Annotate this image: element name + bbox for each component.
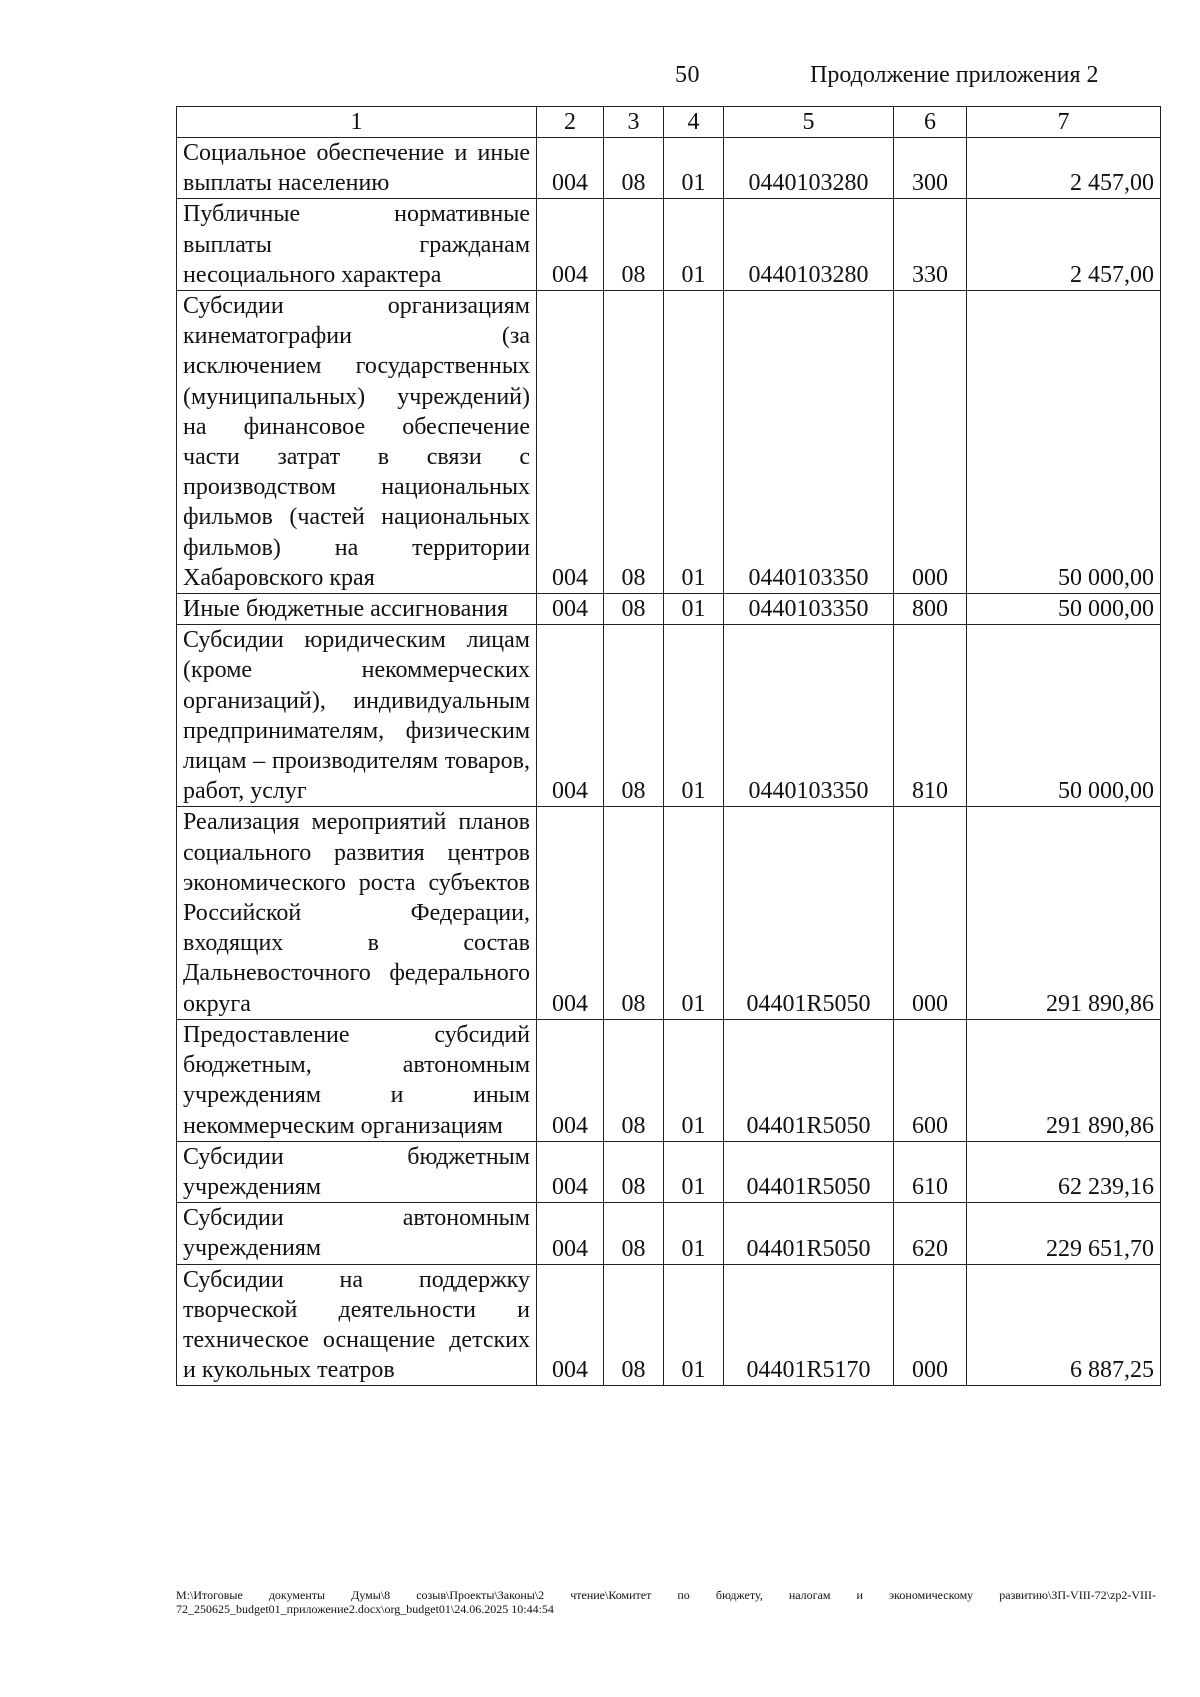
subsection-code: 01 xyxy=(664,1141,724,1202)
expense-type-code: 000 xyxy=(894,1264,967,1386)
section-code: 08 xyxy=(604,199,664,291)
page-number: 50 xyxy=(675,62,700,88)
grbs-code: 004 xyxy=(537,1203,604,1264)
grbs-code: 004 xyxy=(537,625,604,807)
amount: 50 000,00 xyxy=(967,291,1161,594)
section-code: 08 xyxy=(604,1141,664,1202)
row-name: Субсидии организациям кинематографии (за исключением государственных (муниципальных) учреждений) на финансовое обеспечение части затрат в связи с производством национальных фильмов (частей национальных фильмов) на территории Хабаровского края xyxy=(177,291,537,594)
target-article-code: 04401R5050 xyxy=(724,1203,894,1264)
grbs-code: 004 xyxy=(537,1019,604,1141)
subsection-code: 01 xyxy=(664,291,724,594)
row-name: Иные бюджетные ассигнования xyxy=(177,594,537,625)
column-header: 4 xyxy=(664,107,724,138)
expense-type-code: 600 xyxy=(894,1019,967,1141)
subsection-code: 01 xyxy=(664,199,724,291)
column-header: 2 xyxy=(537,107,604,138)
target-article-code: 04401R5050 xyxy=(724,1019,894,1141)
amount: 229 651,70 xyxy=(967,1203,1161,1264)
section-code: 08 xyxy=(604,1203,664,1264)
target-article-code: 04401R5050 xyxy=(724,1141,894,1202)
row-name: Социальное обеспечение и иные выплаты населению xyxy=(177,138,537,199)
row-name: Субсидии автономным учреждениям xyxy=(177,1203,537,1264)
table-row xyxy=(177,1019,1161,1141)
table-row xyxy=(177,1203,1161,1264)
section-code: 08 xyxy=(604,807,664,1019)
grbs-code: 004 xyxy=(537,807,604,1019)
section-code: 08 xyxy=(604,1264,664,1386)
section-code: 08 xyxy=(604,138,664,199)
target-article-code: 0440103350 xyxy=(724,291,894,594)
row-name: Предоставление субсидий бюджетным, автономным учреждениям и иным некоммерческим организациям xyxy=(177,1019,537,1141)
amount: 291 890,86 xyxy=(967,1019,1161,1141)
grbs-code: 004 xyxy=(537,1264,604,1386)
target-article-code: 0440103280 xyxy=(724,199,894,291)
section-code: 08 xyxy=(604,1019,664,1141)
expense-type-code: 000 xyxy=(894,807,967,1019)
expense-type-code: 300 xyxy=(894,138,967,199)
subsection-code: 01 xyxy=(664,1203,724,1264)
section-code: 08 xyxy=(604,594,664,625)
budget-table xyxy=(176,106,1161,1386)
amount: 50 000,00 xyxy=(967,594,1161,625)
row-name: Субсидии юридическим лицам (кроме некоммерческих организаций), индивидуальным предпринимателям, физическим лицам – производителям товаров, работ, услуг xyxy=(177,625,537,807)
expense-type-code: 000 xyxy=(894,291,967,594)
amount: 50 000,00 xyxy=(967,625,1161,807)
target-article-code: 0440103350 xyxy=(724,625,894,807)
section-code: 08 xyxy=(604,625,664,807)
continuation-label: Продолжение приложения 2 xyxy=(810,62,1099,88)
expense-type-code: 620 xyxy=(894,1203,967,1264)
section-code: 08 xyxy=(604,291,664,594)
table-row xyxy=(177,291,1161,594)
row-name: Субсидии бюджетным учреждениям xyxy=(177,1141,537,1202)
column-header-row xyxy=(177,107,1161,138)
table-row xyxy=(177,625,1161,807)
amount: 62 239,16 xyxy=(967,1141,1161,1202)
expense-type-code: 330 xyxy=(894,199,967,291)
table-row xyxy=(177,199,1161,291)
amount: 2 457,00 xyxy=(967,138,1161,199)
table-row xyxy=(177,594,1161,625)
grbs-code: 004 xyxy=(537,594,604,625)
column-header: 6 xyxy=(894,107,967,138)
document-file-path: M:\Итоговые документы Думы\8 созыв\Проекты\Законы\2 чтение\Комитет по бюджету, налогам и экономическому развитию\ЗП-VIII-72\zp2-VIII-72_250625_budget01_приложение2.docx\org_budget01\24.06.2025 10:44:54 xyxy=(176,1588,1156,1616)
amount: 2 457,00 xyxy=(967,199,1161,291)
target-article-code: 0440103350 xyxy=(724,594,894,625)
amount: 291 890,86 xyxy=(967,807,1161,1019)
amount: 6 887,25 xyxy=(967,1264,1161,1386)
subsection-code: 01 xyxy=(664,594,724,625)
expense-type-code: 800 xyxy=(894,594,967,625)
subsection-code: 01 xyxy=(664,807,724,1019)
table-row xyxy=(177,1264,1161,1386)
grbs-code: 004 xyxy=(537,199,604,291)
grbs-code: 004 xyxy=(537,291,604,594)
row-name: Публичные нормативные выплаты гражданам несоциального характера xyxy=(177,199,537,291)
target-article-code: 04401R5170 xyxy=(724,1264,894,1386)
target-article-code: 0440103280 xyxy=(724,138,894,199)
subsection-code: 01 xyxy=(664,1264,724,1386)
column-header: 5 xyxy=(724,107,894,138)
table-row xyxy=(177,807,1161,1019)
expense-type-code: 610 xyxy=(894,1141,967,1202)
grbs-code: 004 xyxy=(537,1141,604,1202)
subsection-code: 01 xyxy=(664,625,724,807)
row-name: Реализация мероприятий планов социального развития центров экономического роста субъектов Российской Федерации, входящих в состав Дальневосточного федерального округа xyxy=(177,807,537,1019)
column-header: 7 xyxy=(967,107,1161,138)
expense-type-code: 810 xyxy=(894,625,967,807)
table-row xyxy=(177,138,1161,199)
column-header: 3 xyxy=(604,107,664,138)
row-name: Субсидии на поддержку творческой деятельности и техническое оснащение детских и кукольных театров xyxy=(177,1264,537,1386)
target-article-code: 04401R5050 xyxy=(724,807,894,1019)
column-header: 1 xyxy=(177,107,537,138)
subsection-code: 01 xyxy=(664,138,724,199)
table-row xyxy=(177,1141,1161,1202)
grbs-code: 004 xyxy=(537,138,604,199)
subsection-code: 01 xyxy=(664,1019,724,1141)
